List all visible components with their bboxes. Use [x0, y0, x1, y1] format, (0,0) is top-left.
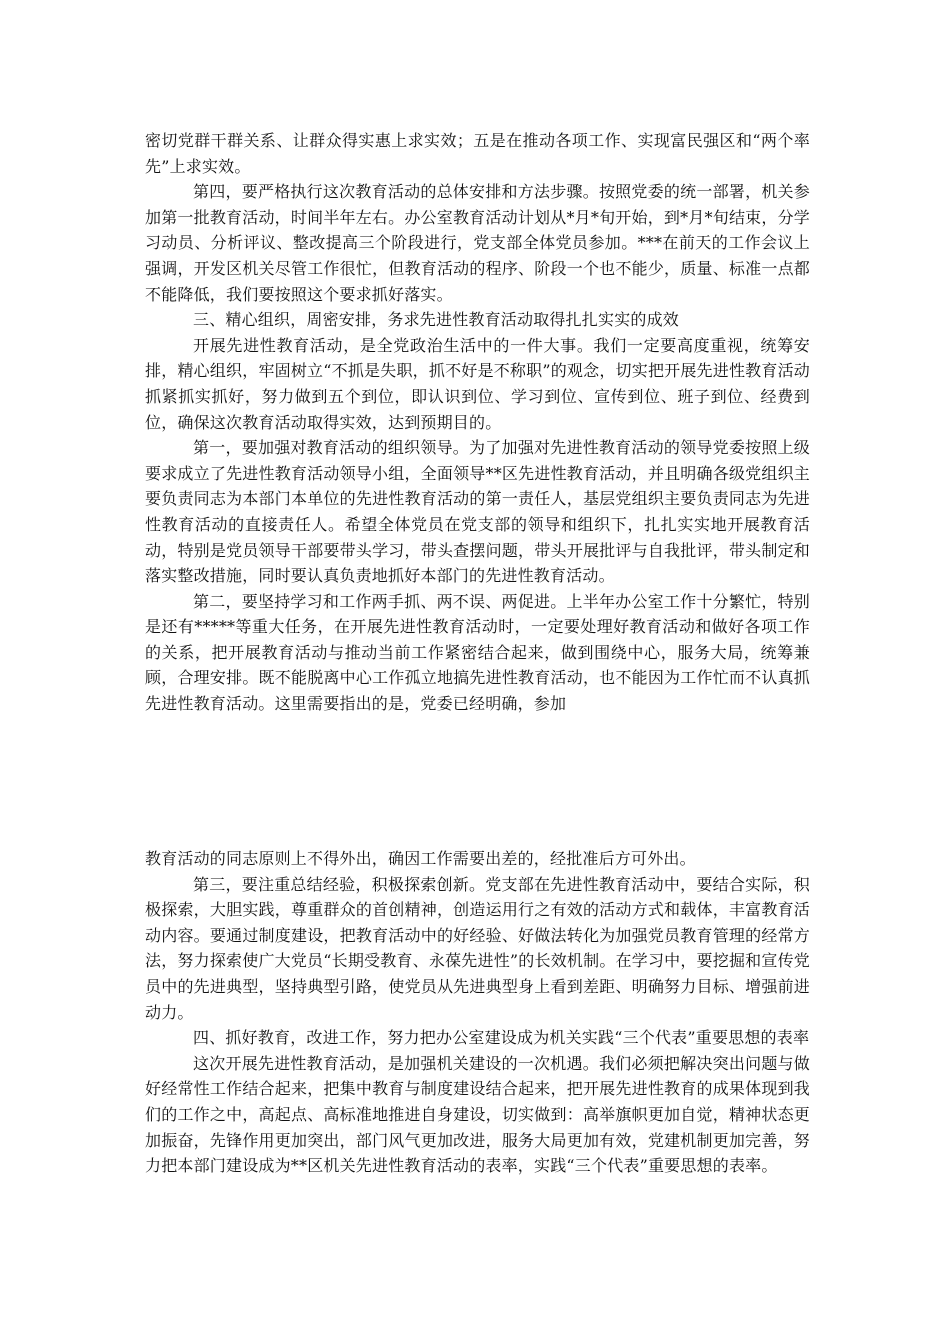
paragraph: 教育活动的同志原则上不得外出，确因工作需要出差的，经批准后方可外出。 — [145, 849, 696, 868]
text-block-upper — [145, 128, 810, 717]
section-heading: 四、抓好教育，改进工作，努力把办公室建设成为机关实践“三个代表”重要思想的表率 — [193, 1028, 810, 1048]
paragraph: 第二，要坚持学习和工作两手抓、两不误、两促进。上半年办公室工作十分繁忙，特别是还有*****等重大任务，在开展先进性教育活动时，一定要处理好教育活动和做好各项工作的关系，把开展教育活动与推动当前工作紧密结合起来，做到围绕中心，服务大局，统筹兼顾，合理安排。既不能脱离中心工作孤立地搞先进性教育活动，也不能因为工作忙而不认真抓先进性教育活动。这里需要指出的是，党委已经明确，参加 — [145, 591, 810, 714]
section-heading: 三、精心组织，周密安排，务求先进性教育活动取得扎扎实实的成效 — [193, 310, 680, 330]
text-block-lower — [145, 846, 810, 1179]
paragraph: 开展先进性教育活动，是全党政治生活中的一件大事。我们一定要高度重视，统筹安排，精心组织，牢固树立“不抓是失职，抓不好是不称职”的观念，切实把开展先进性教育活动抓紧抓实抓好，努力做到五个到位，即认识到位、学习到位、宣传到位、班子到位、经费到位，确保这次教育活动取得实效，达到预期目的。 — [145, 335, 810, 432]
paragraph: 这次开展先进性教育活动，是加强机关建设的一次机遇。我们必须把解决突出问题与做好经常性工作结合起来，把集中教育与制度建设结合起来，把开展先进性教育的成果体现到我们的工作之中，高起点、高标准地推进自身建设，切实做到：高举旗帜更加自觉，精神状态更加振奋，先锋作用更加突出，部门风气更加改进，服务大局更加有效，党建机制更加完善，努力把本部门建设成为**区机关先进性教育活动的表率，实践“三个代表”重要思想的表率。 — [145, 1053, 810, 1176]
paragraph: 密切党群干群关系、让群众得实惠上求实效；五是在推动各项工作、实现富民强区和“两个率先”上求实效。 — [145, 131, 810, 176]
paragraph: 第三，要注重总结经验，积极探索创新。党支部在先进性教育活动中，要结合实际，积极探索，大胆实践，尊重群众的首创精神，创造运用行之有效的活动方式和载体，丰富教育活动内容。要通过制度建设，把教育活动中的好经验、好做法转化为加强党员教育管理的经常方法，努力探索使广大党员“长期受教育、永葆先进性”的长效机制。在学习中，要挖掘和宣传党员中的先进典型，坚持典型引路，使党员从先进典型身上看到差距、明确努力目标、增强前进动力。 — [145, 874, 810, 1022]
paragraph: 第一，要加强对教育活动的组织领导。为了加强对先进性教育活动的领导党委按照上级要求成立了先进性教育活动领导小组，全面领导**区先进性教育活动，并且明确各级党组织主要负责同志为本部门本单位的先进性教育活动的第一责任人，基层党组织主要负责同志为先进性教育活动的直接责任人。希望全体党员在党支部的领导和组织下，扎扎实实地开展教育活动，特别是党员领导干部要带头学习，带头查摆问题，带头开展批评与自我批评，带头制定和落实整改措施，同时要认真负责地抓好本部门的先进性教育活动。 — [145, 438, 810, 586]
paragraph: 第四，要严格执行这次教育活动的总体安排和方法步骤。按照党委的统一部署，机关参加第一批教育活动，时间半年左右。办公室教育活动计划从*月*旬开始，到*月*旬结束，分学习动员、分析评议、整改提高三个阶段进行，党支部全体党员参加。***在前天的工作会议上强调，开发区机关尽管工作很忙，但教育活动的程序、阶段一个也不能少，质量、标准一点都不能降低，我们要按照这个要求抓好落实。 — [145, 182, 810, 304]
